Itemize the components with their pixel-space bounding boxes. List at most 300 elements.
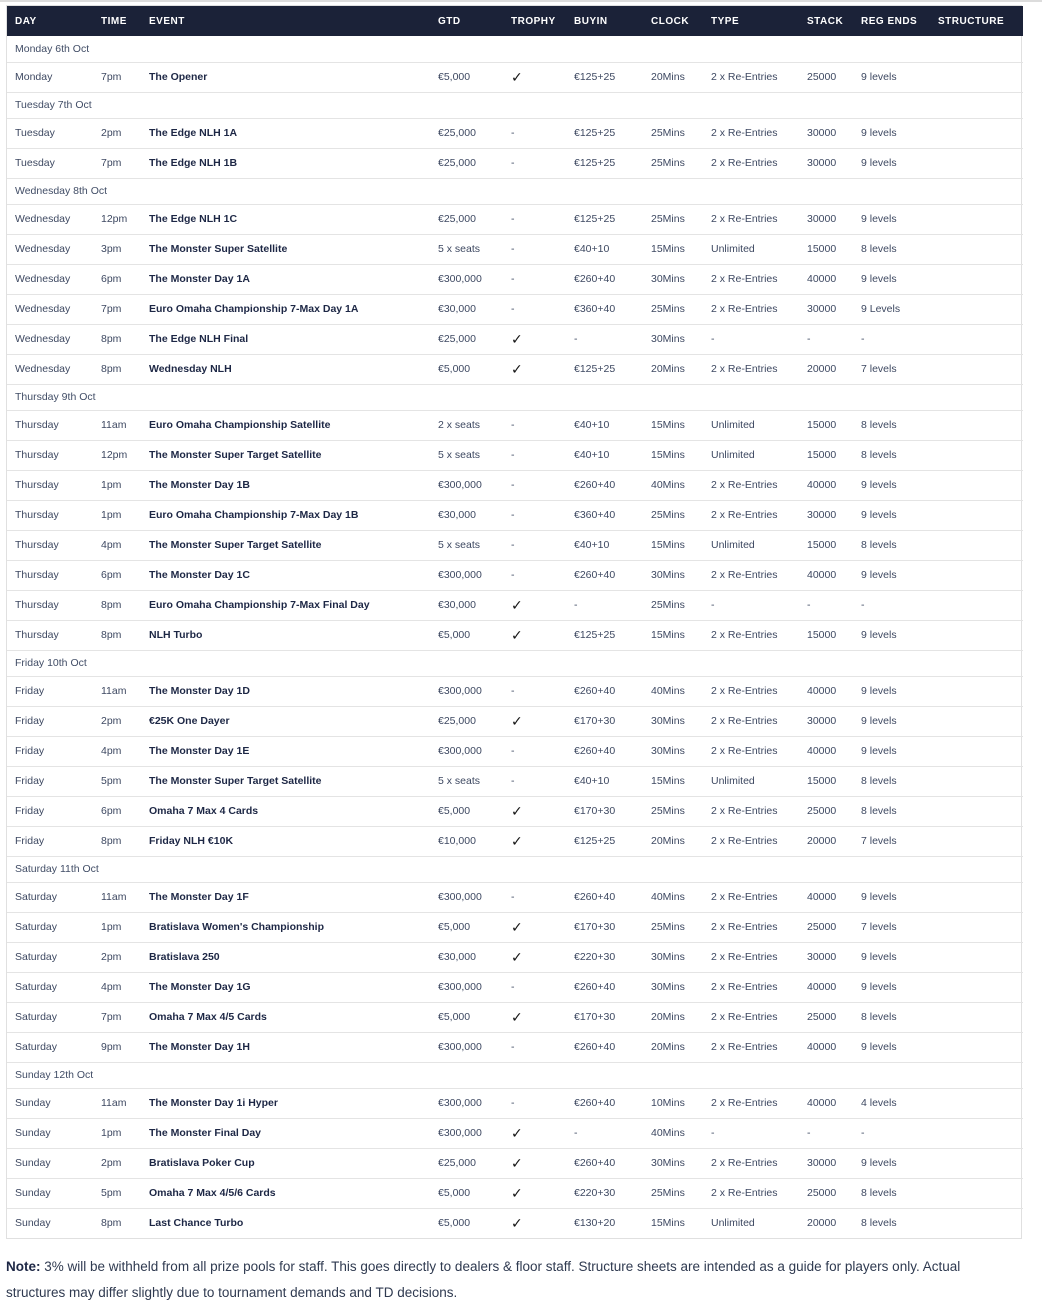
- stack-cell: 20000: [807, 363, 837, 375]
- reg-ends-cell: 9 levels: [861, 1041, 897, 1053]
- trophy-cell: [511, 294, 574, 324]
- structure-cell: [938, 590, 1023, 620]
- trophy-none: -: [511, 775, 515, 787]
- day-cell: Thursday: [15, 539, 59, 551]
- event-cell: Euro Omaha Championship 7-Max Day 1B: [149, 509, 359, 521]
- structure-cell: [938, 912, 1023, 942]
- structure-cell: [938, 1178, 1023, 1208]
- event-cell: The Monster Day 1H: [149, 1041, 250, 1053]
- structure-cell: [938, 1032, 1023, 1062]
- clock-cell: 40Mins: [651, 891, 685, 903]
- event-cell: Omaha 7 Max 4/5/6 Cards: [149, 1187, 276, 1199]
- reg-ends-cell: 8 levels: [861, 539, 897, 551]
- table-row: [7, 470, 1023, 500]
- buyin-cell: €125+25: [574, 363, 616, 375]
- reg-ends-cell: 9 levels: [861, 629, 897, 641]
- event-cell: Bratislava 250: [149, 951, 220, 963]
- event-cell: Bratislava Women's Championship: [149, 921, 325, 933]
- section-date: Friday 10th Oct: [15, 657, 87, 669]
- time-cell: 8pm: [101, 333, 122, 345]
- type-cell: Unlimited: [711, 775, 755, 787]
- stack-cell: 40000: [807, 1041, 837, 1053]
- trophy-cell: [511, 826, 574, 856]
- buyin-cell: €40+10: [574, 539, 610, 551]
- column-header-clock: CLOCK: [651, 6, 711, 36]
- event-cell: The Edge NLH 1A: [149, 127, 238, 139]
- reg-ends-cell: 9 levels: [861, 891, 897, 903]
- event-cell: The Monster Day 1E: [149, 745, 250, 757]
- trophy-cell: [511, 470, 574, 500]
- buyin-cell: €260+40: [574, 685, 616, 697]
- column-header-buyin: BUYIN: [574, 6, 651, 36]
- stack-cell: 25000: [807, 1187, 837, 1199]
- table-row: [7, 1148, 1023, 1178]
- gtd-cell: 5 x seats: [438, 449, 481, 461]
- table-row: [7, 118, 1023, 148]
- gtd-cell: €5,000: [438, 1217, 471, 1230]
- day-cell: Sunday: [15, 1157, 51, 1169]
- trophy-none: -: [511, 273, 515, 285]
- clock-cell: 25Mins: [651, 1187, 685, 1199]
- structure-cell: [938, 234, 1023, 264]
- gtd-cell: €5,000: [438, 71, 471, 83]
- trophy-check-icon: ✓: [511, 1184, 523, 1201]
- table-row: [7, 972, 1023, 1002]
- reg-ends-cell: 7 levels: [861, 363, 897, 375]
- time-cell: 8pm: [101, 363, 122, 375]
- clock-cell: 20Mins: [651, 1041, 685, 1053]
- section-header-row: [7, 178, 1023, 204]
- stack-cell: 30000: [807, 127, 837, 139]
- table-row: [7, 1088, 1023, 1118]
- clock-cell: 25Mins: [651, 509, 685, 521]
- stack-cell: 40000: [807, 479, 837, 491]
- stack-cell: 40000: [807, 981, 837, 993]
- clock-cell: 40Mins: [651, 479, 685, 491]
- stack-cell: 40000: [807, 273, 837, 285]
- gtd-cell: €300,000: [438, 1127, 482, 1139]
- stack-cell: -: [807, 1127, 811, 1139]
- trophy-check-icon: ✓: [511, 68, 523, 85]
- reg-ends-cell: 8 levels: [861, 1217, 897, 1230]
- stack-cell: 30000: [807, 303, 837, 315]
- reg-ends-cell: 8 levels: [861, 419, 897, 431]
- time-cell: 1pm: [101, 479, 122, 491]
- stack-cell: 40000: [807, 685, 837, 697]
- reg-ends-cell: 9 levels: [861, 71, 897, 83]
- day-cell: Friday: [15, 685, 45, 697]
- type-cell: 2 x Re-Entries: [711, 213, 778, 225]
- table-row: [7, 560, 1023, 590]
- time-cell: 12pm: [101, 213, 128, 225]
- trophy-cell: [511, 560, 574, 590]
- day-cell: Thursday: [15, 599, 59, 611]
- clock-cell: 30Mins: [651, 569, 685, 581]
- day-cell: Friday: [15, 805, 45, 817]
- table-row: [7, 912, 1023, 942]
- buyin-cell: €260+40: [574, 569, 616, 581]
- buyin-cell: €260+40: [574, 745, 616, 757]
- trophy-none: -: [511, 213, 515, 225]
- structure-cell: [938, 324, 1023, 354]
- type-cell: 2 x Re-Entries: [711, 1187, 778, 1199]
- time-cell: 4pm: [101, 981, 122, 993]
- trophy-cell: [511, 1208, 574, 1238]
- type-cell: 2 x Re-Entries: [711, 303, 778, 315]
- event-cell: The Edge NLH 1C: [149, 213, 238, 225]
- structure-cell: [938, 766, 1023, 796]
- gtd-cell: €300,000: [438, 981, 482, 993]
- day-cell: Wednesday: [15, 213, 71, 225]
- table-row: [7, 1032, 1023, 1062]
- structure-cell: [938, 440, 1023, 470]
- note-label: Note:: [6, 1259, 41, 1274]
- trophy-cell: [511, 148, 574, 178]
- trophy-cell: [511, 440, 574, 470]
- event-cell: Wednesday NLH: [149, 363, 232, 375]
- type-cell: 2 x Re-Entries: [711, 1011, 778, 1023]
- trophy-cell: [511, 118, 574, 148]
- structure-cell: [938, 706, 1023, 736]
- clock-cell: 25Mins: [651, 805, 685, 817]
- time-cell: 2pm: [101, 951, 122, 963]
- table-row: [7, 1002, 1023, 1032]
- time-cell: 1pm: [101, 509, 122, 521]
- day-cell: Wednesday: [15, 273, 71, 285]
- type-cell: 2 x Re-Entries: [711, 745, 778, 757]
- structure-cell: [938, 676, 1023, 706]
- type-cell: 2 x Re-Entries: [711, 685, 778, 697]
- clock-cell: 30Mins: [651, 1157, 685, 1169]
- event-cell: The Monster Super Target Satellite: [149, 449, 322, 461]
- buyin-cell: €125+25: [574, 213, 616, 225]
- event-cell: The Monster Day 1F: [149, 891, 249, 903]
- trophy-check-icon: ✓: [511, 1008, 523, 1025]
- structure-cell: [938, 264, 1023, 294]
- section-header-row: [7, 36, 1023, 62]
- event-cell: Euro Omaha Championship 7-Max Day 1A: [149, 303, 359, 315]
- day-cell: Thursday: [15, 419, 59, 431]
- trophy-cell: [511, 1118, 574, 1148]
- trophy-cell: [511, 354, 574, 384]
- time-cell: 6pm: [101, 805, 122, 817]
- table-row: [7, 736, 1023, 766]
- time-cell: 5pm: [101, 1187, 122, 1199]
- column-header-reg-ends: REG ENDS: [861, 6, 938, 36]
- day-cell: Thursday: [15, 509, 59, 521]
- clock-cell: 40Mins: [651, 685, 685, 697]
- type-cell: -: [711, 333, 715, 345]
- column-header-structure: STRUCTURE: [938, 6, 1023, 36]
- trophy-cell: [511, 1148, 574, 1178]
- buyin-cell: €125+25: [574, 629, 616, 641]
- buyin-cell: €360+40: [574, 509, 616, 521]
- type-cell: -: [711, 1127, 715, 1139]
- event-cell: Omaha 7 Max 4/5 Cards: [149, 1011, 267, 1023]
- buyin-cell: €40+10: [574, 419, 610, 431]
- type-cell: 2 x Re-Entries: [711, 921, 778, 933]
- section-date: Wednesday 8th Oct: [15, 185, 108, 197]
- reg-ends-cell: 4 levels: [861, 1097, 897, 1109]
- stack-cell: -: [807, 333, 811, 345]
- event-cell: The Monster Super Target Satellite: [149, 539, 322, 551]
- trophy-cell: [511, 882, 574, 912]
- trophy-none: -: [511, 1097, 515, 1109]
- stack-cell: 30000: [807, 157, 837, 169]
- structure-cell: [938, 500, 1023, 530]
- type-cell: 2 x Re-Entries: [711, 835, 778, 847]
- clock-cell: 30Mins: [651, 273, 685, 285]
- type-cell: 2 x Re-Entries: [711, 805, 778, 817]
- buyin-cell: €170+30: [574, 1011, 616, 1023]
- type-cell: 2 x Re-Entries: [711, 273, 778, 285]
- event-cell: The Monster Day 1B: [149, 479, 250, 491]
- structure-cell: [938, 736, 1023, 766]
- clock-cell: 25Mins: [651, 127, 685, 139]
- event-cell: Friday NLH €10K: [149, 835, 234, 847]
- clock-cell: 30Mins: [651, 981, 685, 993]
- trophy-none: -: [511, 685, 515, 697]
- table-row: [7, 234, 1023, 264]
- event-cell: The Monster Day 1D: [149, 685, 250, 697]
- day-cell: Monday: [15, 71, 53, 83]
- trophy-cell: [511, 706, 574, 736]
- clock-cell: 10Mins: [651, 1097, 685, 1109]
- gtd-cell: €30,000: [438, 509, 476, 521]
- stack-cell: 20000: [807, 835, 837, 847]
- reg-ends-cell: 8 levels: [861, 805, 897, 817]
- gtd-cell: €300,000: [438, 1097, 482, 1109]
- structure-cell: [938, 148, 1023, 178]
- column-header-stack: STACK: [807, 6, 861, 36]
- event-cell: The Monster Day 1i Hyper: [149, 1097, 278, 1109]
- day-cell: Thursday: [15, 569, 59, 581]
- type-cell: 2 x Re-Entries: [711, 157, 778, 169]
- stack-cell: 15000: [807, 449, 837, 461]
- clock-cell: 25Mins: [651, 303, 685, 315]
- clock-cell: 15Mins: [651, 775, 685, 787]
- buyin-cell: €220+30: [574, 1187, 616, 1199]
- structure-cell: [938, 560, 1023, 590]
- trophy-cell: [511, 62, 574, 92]
- reg-ends-cell: 9 levels: [861, 569, 897, 581]
- type-cell: Unlimited: [711, 449, 755, 461]
- clock-cell: 20Mins: [651, 363, 685, 375]
- reg-ends-cell: 8 levels: [861, 449, 897, 461]
- table-row: [7, 676, 1023, 706]
- buyin-cell: €360+40: [574, 303, 616, 315]
- trophy-cell: [511, 1178, 574, 1208]
- trophy-cell: [511, 500, 574, 530]
- trophy-cell: [511, 676, 574, 706]
- trophy-check-icon: ✓: [511, 918, 523, 935]
- type-cell: 2 x Re-Entries: [711, 629, 778, 641]
- buyin-cell: -: [574, 1127, 578, 1139]
- trophy-check-icon: ✓: [511, 802, 523, 819]
- type-cell: Unlimited: [711, 1217, 755, 1230]
- section-header-row: [7, 856, 1023, 882]
- buyin-cell: €40+10: [574, 449, 610, 461]
- structure-cell: [938, 204, 1023, 234]
- reg-ends-cell: 9 levels: [861, 685, 897, 697]
- event-cell: Bratislava Poker Cup: [149, 1157, 255, 1169]
- trophy-check-icon: ✓: [511, 596, 523, 613]
- reg-ends-cell: 9 levels: [861, 981, 897, 993]
- day-cell: Friday: [15, 775, 45, 787]
- buyin-cell: -: [574, 599, 578, 611]
- structure-cell: [938, 1208, 1023, 1238]
- type-cell: 2 x Re-Entries: [711, 1041, 778, 1053]
- time-cell: 1pm: [101, 921, 122, 933]
- trophy-cell: [511, 1032, 574, 1062]
- clock-cell: 30Mins: [651, 333, 685, 345]
- gtd-cell: €10,000: [438, 835, 476, 847]
- time-cell: 1pm: [101, 1127, 122, 1139]
- time-cell: 5pm: [101, 775, 122, 787]
- reg-ends-cell: 8 levels: [861, 1187, 897, 1199]
- type-cell: 2 x Re-Entries: [711, 479, 778, 491]
- type-cell: 2 x Re-Entries: [711, 127, 778, 139]
- time-cell: 6pm: [101, 273, 122, 285]
- trophy-none: -: [511, 891, 515, 903]
- trophy-none: -: [511, 449, 515, 461]
- gtd-cell: €25,000: [438, 333, 476, 345]
- clock-cell: 25Mins: [651, 157, 685, 169]
- event-cell: The Opener: [149, 71, 208, 83]
- stack-cell: 25000: [807, 71, 837, 83]
- day-cell: Thursday: [15, 479, 59, 491]
- stack-cell: 30000: [807, 1157, 837, 1169]
- structure-cell: [938, 826, 1023, 856]
- section-date: Sunday 12th Oct: [15, 1069, 94, 1081]
- structure-cell: [938, 882, 1023, 912]
- table-header-row: [7, 6, 1023, 36]
- stack-cell: 30000: [807, 213, 837, 225]
- gtd-cell: €300,000: [438, 685, 482, 697]
- day-cell: Friday: [15, 715, 45, 727]
- trophy-cell: [511, 736, 574, 766]
- column-header-trophy: TROPHY: [511, 6, 574, 36]
- trophy-cell: [511, 972, 574, 1002]
- structure-cell: [938, 1002, 1023, 1032]
- buyin-cell: -: [574, 333, 578, 345]
- trophy-check-icon: ✓: [511, 330, 523, 347]
- stack-cell: 30000: [807, 951, 837, 963]
- reg-ends-cell: -: [861, 1127, 865, 1139]
- buyin-cell: €125+25: [574, 835, 616, 847]
- buyin-cell: €260+40: [574, 1097, 616, 1109]
- clock-cell: 15Mins: [651, 243, 685, 255]
- gtd-cell: 2 x seats: [438, 419, 481, 431]
- day-cell: Saturday: [15, 981, 58, 993]
- day-cell: Tuesday: [15, 127, 55, 139]
- time-cell: 7pm: [101, 157, 122, 169]
- day-cell: Saturday: [15, 1011, 58, 1023]
- column-header-time: TIME: [101, 6, 149, 36]
- time-cell: 8pm: [101, 1217, 122, 1230]
- event-cell: The Monster Super Satellite: [149, 243, 288, 255]
- clock-cell: 25Mins: [651, 213, 685, 225]
- time-cell: 12pm: [101, 449, 128, 461]
- table-row: [7, 294, 1023, 324]
- type-cell: 2 x Re-Entries: [711, 891, 778, 903]
- reg-ends-cell: 7 levels: [861, 835, 897, 847]
- section-header-row: [7, 384, 1023, 410]
- gtd-cell: €25,000: [438, 1157, 476, 1169]
- trophy-cell: [511, 410, 574, 440]
- time-cell: 7pm: [101, 71, 122, 83]
- trophy-check-icon: ✓: [511, 712, 523, 729]
- day-cell: Thursday: [15, 629, 59, 641]
- trophy-check-icon: ✓: [511, 360, 523, 377]
- trophy-none: -: [511, 127, 515, 139]
- day-cell: Tuesday: [15, 157, 55, 169]
- clock-cell: 30Mins: [651, 951, 685, 963]
- trophy-cell: [511, 796, 574, 826]
- gtd-cell: €300,000: [438, 1041, 482, 1053]
- time-cell: 11am: [101, 685, 127, 697]
- gtd-cell: €30,000: [438, 599, 476, 611]
- trophy-check-icon: ✓: [511, 832, 523, 849]
- trophy-cell: [511, 942, 574, 972]
- time-cell: 8pm: [101, 599, 122, 611]
- trophy-cell: [511, 204, 574, 234]
- time-cell: 11am: [101, 419, 127, 431]
- buyin-cell: €260+40: [574, 479, 616, 491]
- trophy-check-icon: ✓: [511, 1214, 523, 1231]
- trophy-cell: [511, 1088, 574, 1118]
- trophy-none: -: [511, 303, 515, 315]
- section-header-row: [7, 650, 1023, 676]
- trophy-cell: [511, 590, 574, 620]
- trophy-none: -: [511, 509, 515, 521]
- time-cell: 4pm: [101, 745, 122, 757]
- trophy-cell: [511, 264, 574, 294]
- trophy-none: -: [511, 981, 515, 993]
- buyin-cell: €260+40: [574, 1157, 616, 1169]
- section-date: Saturday 11th Oct: [15, 863, 99, 875]
- structure-cell: [938, 1148, 1023, 1178]
- stack-cell: 15000: [807, 243, 837, 255]
- trophy-cell: [511, 234, 574, 264]
- buyin-cell: €260+40: [574, 981, 616, 993]
- clock-cell: 30Mins: [651, 715, 685, 727]
- reg-ends-cell: 8 levels: [861, 775, 897, 787]
- stack-cell: -: [807, 599, 811, 611]
- trophy-check-icon: ✓: [511, 948, 523, 965]
- stack-cell: 15000: [807, 419, 837, 431]
- time-cell: 9pm: [101, 1041, 122, 1053]
- time-cell: 3pm: [101, 243, 122, 255]
- type-cell: 2 x Re-Entries: [711, 1097, 778, 1109]
- reg-ends-cell: 9 levels: [861, 1157, 897, 1169]
- day-cell: Saturday: [15, 951, 58, 963]
- gtd-cell: €300,000: [438, 273, 482, 285]
- column-header-event: EVENT: [149, 6, 438, 36]
- event-cell: Euro Omaha Championship 7-Max Final Day: [149, 599, 370, 611]
- day-cell: Wednesday: [15, 243, 71, 255]
- structure-cell: [938, 530, 1023, 560]
- buyin-cell: €40+10: [574, 775, 610, 787]
- time-cell: 2pm: [101, 715, 122, 727]
- stack-cell: 15000: [807, 629, 837, 641]
- structure-cell: [938, 1118, 1023, 1148]
- trophy-none: -: [511, 745, 515, 757]
- day-cell: Sunday: [15, 1127, 51, 1139]
- reg-ends-cell: 9 levels: [861, 509, 897, 521]
- trophy-none: -: [511, 569, 515, 581]
- event-cell: The Edge NLH Final: [149, 333, 249, 345]
